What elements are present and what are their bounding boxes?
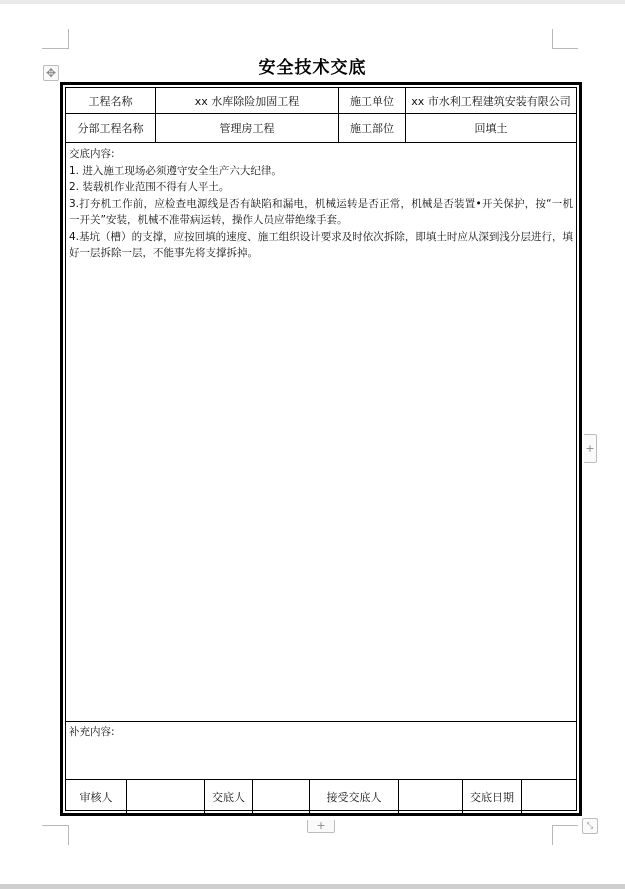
contractor-label: 施工单位 <box>350 94 394 108</box>
content-label: 交底内容: <box>69 148 115 160</box>
table-move-handle-icon[interactable]: ✥ <box>43 65 59 81</box>
disclosure-date-label: 交底日期 <box>470 790 514 804</box>
disclosure-content[interactable] <box>69 146 573 262</box>
table-resize-handle-icon[interactable]: ⤡ <box>582 818 598 834</box>
top-edge-bar <box>0 0 625 4</box>
document-title: 安全技术交底 <box>258 58 367 78</box>
content-item-4: 4.基坑（槽）的支撑，应按回填的速度、施工组织设计要求及时依次拆除，即填土时应从深到浅分层进行，填好一层拆除一层，不能事先将支撑拆掉。 <box>69 230 573 259</box>
sub-project-name-value[interactable]: 管理房工程 <box>219 122 275 135</box>
discloser-field[interactable] <box>253 780 309 813</box>
row-divider <box>66 142 576 143</box>
content-item-3: 3.打夯机工作前，应检查电源线是否有缺陷和漏电，机械运转是否正常，机械是否装置•开关保护，按“一机一开关”安装，机械不准带病运转，操作人员应带绝缘手套。 <box>69 197 573 226</box>
project-name-label: 工程名称 <box>88 94 133 108</box>
reviewer-label: 审核人 <box>79 790 113 804</box>
sub-project-name-label: 分部工程名称 <box>77 122 144 135</box>
supplement-label[interactable]: 补充内容: <box>69 726 115 738</box>
project-name-value[interactable]: xx 水库除险加固工程 <box>194 94 300 108</box>
crop-mark-top-right <box>552 29 578 49</box>
row-divider <box>66 721 576 722</box>
crop-mark-bottom-right <box>552 825 578 845</box>
crop-mark-top-left <box>42 29 69 49</box>
receiver-label: 接受交底人 <box>326 790 382 804</box>
receiver-field[interactable] <box>399 780 462 813</box>
bottom-edge-bar <box>0 884 625 889</box>
discloser-label: 交底人 <box>212 790 245 804</box>
crop-mark-bottom-left <box>42 825 69 845</box>
disclosure-table <box>60 82 582 816</box>
disclosure-date-field[interactable] <box>522 780 576 813</box>
reviewer-field[interactable] <box>127 780 204 813</box>
content-item-2: 2. 装载机作业范围不得有人平土。 <box>69 181 230 193</box>
table-inner-border <box>65 87 577 811</box>
add-row-button[interactable]: + <box>307 820 335 833</box>
construction-part-label: 施工部位 <box>350 122 394 135</box>
content-item-1: 1. 进入施工现场必须遵守安全生产六大纪律。 <box>69 164 282 177</box>
construction-part-value[interactable]: 回填土 <box>474 122 508 135</box>
contractor-value[interactable]: xx 市水利工程建筑安装有限公司 <box>411 94 571 108</box>
add-column-button[interactable]: + <box>584 434 597 463</box>
